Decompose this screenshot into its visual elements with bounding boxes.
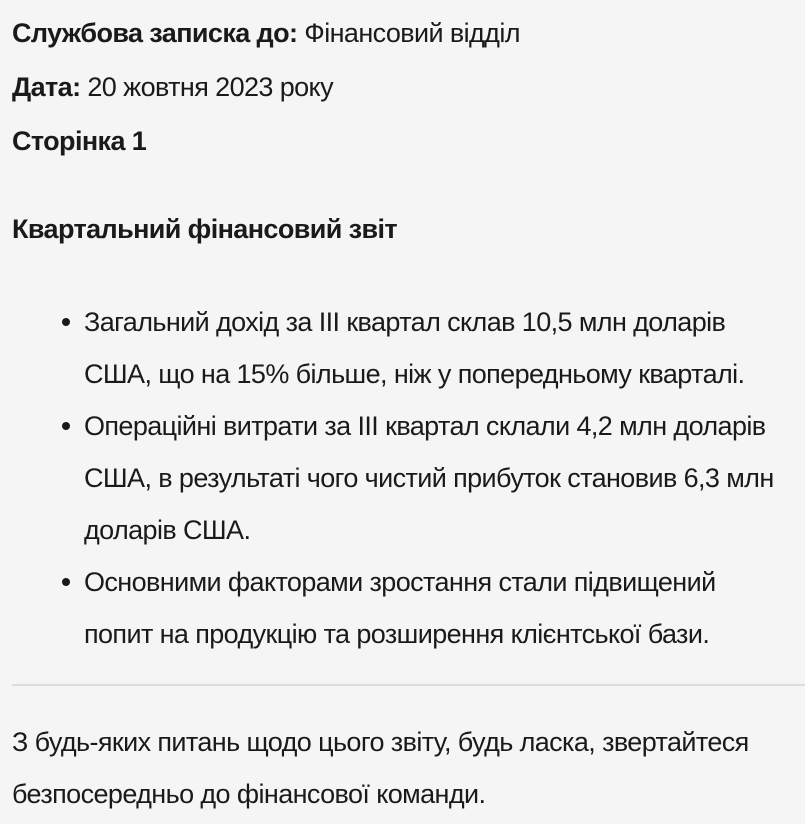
memo-date-line [12, 60, 805, 114]
memo-to-label: Службова записка до: [12, 18, 298, 48]
report-bullet-revenue: Загальний дохід за III квартал склав 10,5 млн доларів США, що на 15% більше, ніж у попередньому кварталі. [62, 296, 784, 400]
memo-page-line [12, 114, 805, 168]
report-title: Квартальний фінансовий звіт [12, 214, 397, 244]
memo-page-label: Сторінка 1 [12, 126, 147, 156]
memo-page [0, 6, 805, 824]
report-bullet-growth-factors: Основними факторами зростання стали підвищений попит на продукцію та розширення клієнтської бази. [62, 556, 784, 660]
memo-date-value: 20 жовтня 2023 року [87, 72, 333, 102]
memo-to-value: Фінансовий відділ [304, 18, 520, 48]
closing-note: З будь-яких питань щодо цього звіту, будь ласка, звертайтеся безпосередньо до фінансової команди. [12, 727, 749, 809]
report-bullet-list [12, 296, 805, 660]
memo-recipient-line [12, 6, 805, 60]
section-divider [12, 684, 805, 686]
memo-date-label: Дата: [12, 72, 81, 102]
report-bullet-expenses: Операційні витрати за III квартал склали 4,2 млн доларів США, в результаті чого чистий прибуток становив 6,3 млн доларів США. [62, 400, 784, 556]
